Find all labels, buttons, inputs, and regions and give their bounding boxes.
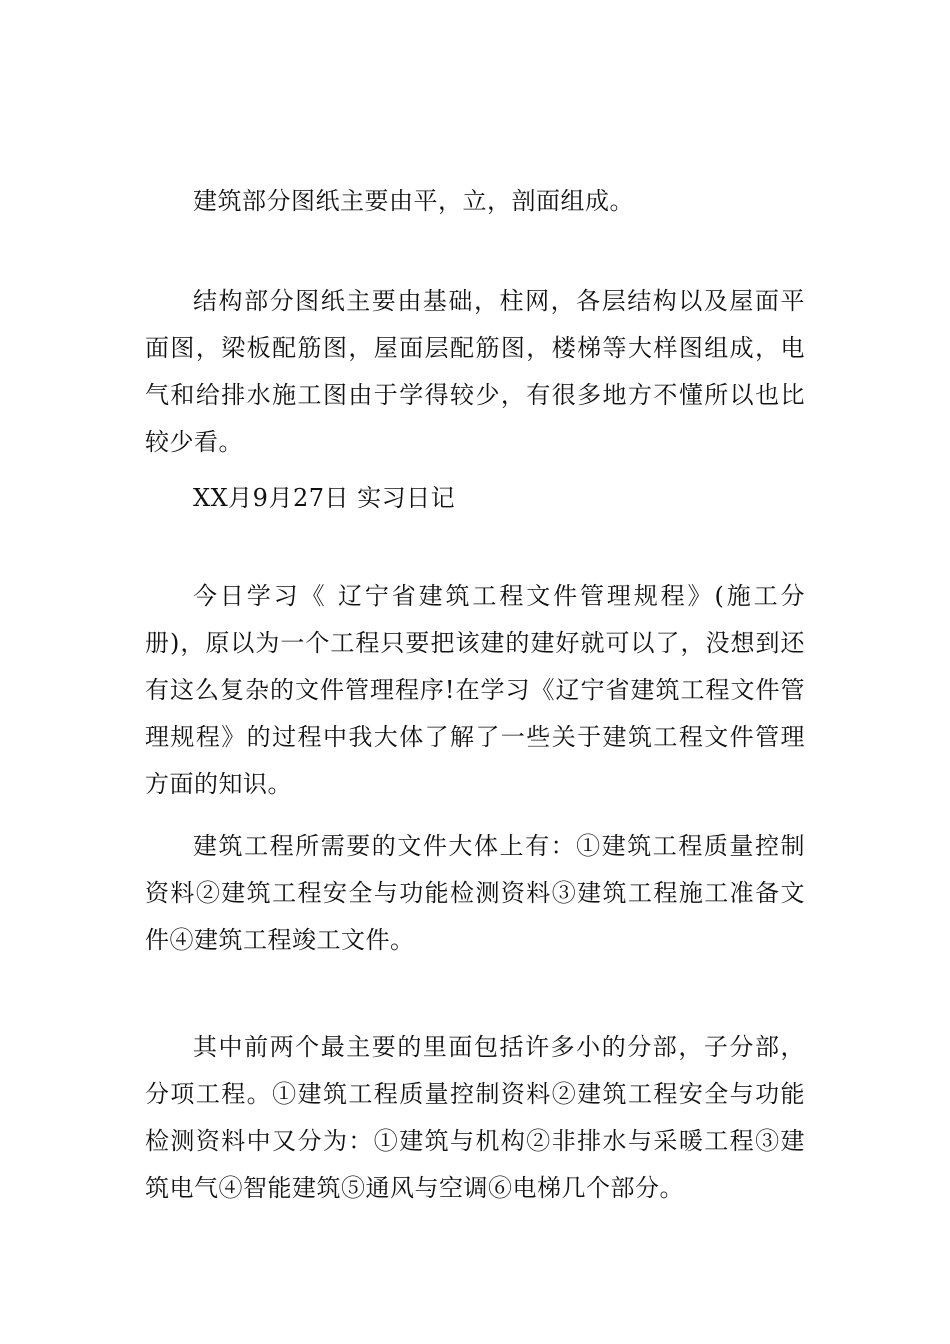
paragraph-required-documents: 建筑工程所需要的文件大体上有：①建筑工程质量控制资料②建筑工程安全与功能检测资料③建筑工程施工准备文件④建筑工程竣工文件。 <box>145 832 805 954</box>
paragraph-subdivisions: 其中前两个最主要的里面包括许多小的分部，子分部，分项工程。①建筑工程质量控制资料②建筑工程安全与功能检测资料中又分为：①建筑与机构②非排水与采暖工程③建筑电气④智能建筑⑤通风与空调⑥电梯几个部分。 <box>145 1033 805 1202</box>
paragraph-architecture-drawings: 建筑部分图纸主要由平，立，剖面组成。 <box>193 187 634 215</box>
paragraph-file-management-study: 今日学习《 辽宁省建筑工程文件管理规程》(施工分册)，原以为一个工程只要把该建的建好就可以了，没想到还有这么复杂的文件管理程序!在学习《辽宁省建筑工程文件管理规程》的过程中我大体了解了一些关于建筑工程文件管理方面的知识。 <box>145 582 805 798</box>
diary-date-heading: XX月9月27日 实习日记 <box>193 484 456 512</box>
paragraph-structure-drawings: 结构部分图纸主要由基础，柱网，各层结构以及屋面平面图，梁板配筋图，屋面层配筋图，楼梯等大样图组成，电气和给排水施工图由于学得较少，有很多地方不懂所以也比较少看。 <box>145 287 805 456</box>
